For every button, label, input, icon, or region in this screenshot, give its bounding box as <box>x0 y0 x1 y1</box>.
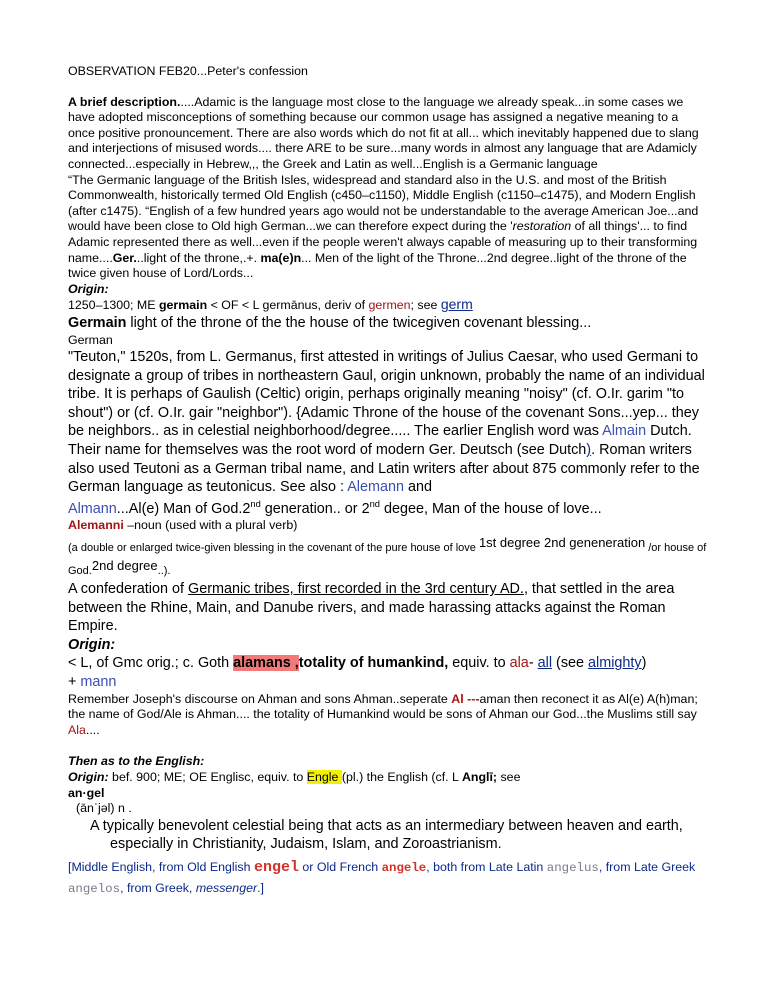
brief-description-paragraph <box>68 95 708 173</box>
angele-word: angele <box>381 860 427 875</box>
joseph-paragraph <box>68 692 708 739</box>
origin2-c: - <box>528 655 538 672</box>
origin1-germen: germen <box>368 298 411 313</box>
maen-word: ma(e)n <box>260 250 302 265</box>
brief-description-text: ....Adamic is the language most close to the language we already speak...in some cases we have adopted misconceptions of something because our common usage has assigned a negative meaning to a once positive pronouncement. There are also words which do not fit at all... which inevitably happened due to slang and interjections of misused words.... there ARE to be sure...many words in almost any language that are Adamicly connected...especially in Hebrew,,, the Greek and Latin as well...English is a Germanic language <box>68 94 699 171</box>
mann-word: mann <box>80 674 117 690</box>
origin-label-2: Origin: <box>68 636 116 653</box>
etym-f: .] <box>257 880 264 895</box>
germanic-text-d: ... Men of the light of the Throne...2nd degree..light of the throne of the twice given house of Lord/Lords... <box>68 250 687 281</box>
origin2-e: ) <box>641 655 647 672</box>
double-note-e: ..). <box>157 565 171 578</box>
nd-superscript-2: nd <box>369 499 380 510</box>
almain-word: Almain <box>602 423 647 440</box>
germanic-language-paragraph <box>68 173 708 282</box>
etym-d: , from Late Greek <box>598 859 696 874</box>
origin2-d: (see <box>552 655 589 672</box>
origin-label-1: Origin: <box>68 281 109 296</box>
alemanni-def: –noun (used with a plural verb) <box>123 518 298 533</box>
origin-line-1 <box>68 297 708 314</box>
origin3-c: see <box>497 769 521 784</box>
origin3-a: bef. 900; ME; OE Englisc, equiv. to <box>108 769 307 784</box>
germanic-tribes-link[interactable]: Germanic tribes, first recorded in the 3rd century AD. <box>188 581 524 598</box>
germanic-text-a: “The Germanic language of the British Isles, widespread and standard also in the U.S. and most of the British Commonwealth, historically termed Old English (c450–c1150), Middle English (c1150–c1475), and Modern English (after c1475). “English of a few hundred years ago would not be understandable to the average American Joe...and would have been close to Old high German...we can therefore expect during the ' <box>68 172 699 234</box>
restoration-word: restoration <box>512 219 572 234</box>
origin1-germain: germain <box>158 298 208 313</box>
alamans-highlight: alamans , <box>233 655 299 672</box>
etym-b: or Old French <box>298 859 382 874</box>
origin2-b: equiv. to <box>448 655 510 672</box>
germain-bold: Germain <box>68 314 127 331</box>
etym-c: , both from Late Latin <box>426 859 547 874</box>
almann-text-c: degee, Man of the house of love... <box>380 500 602 517</box>
alemann-word: Alemann <box>347 479 404 496</box>
alemanni-line <box>68 518 708 534</box>
joseph-a: Remember Joseph's discourse on Ahman and sons Ahman..seperate <box>68 691 452 706</box>
alemanni-word: Alemanni <box>68 518 124 533</box>
double-note-a: (a double or enlarged twice-given blessing in the covenant of the pure house of love <box>68 542 479 555</box>
engel-word: engel <box>253 858 299 876</box>
germ-link[interactable]: germ <box>440 296 473 313</box>
germain-line <box>68 314 708 333</box>
all-link[interactable]: all <box>537 655 553 672</box>
etym-e: , from Greek, <box>120 880 196 895</box>
confederation-paragraph <box>68 580 708 636</box>
angel-pronunciation: (ānˈjəl) n . <box>76 801 132 816</box>
double-blessing-note <box>68 534 708 580</box>
almann-line <box>68 500 708 519</box>
almann-text-a: ...Al(e) Man of God.2 <box>116 500 251 517</box>
etym-a: [Middle English, from Old English <box>68 859 254 874</box>
origin-line-3 <box>68 770 708 786</box>
joseph-ala-word: Ala <box>68 722 86 737</box>
brief-description-lead: A brief description. <box>68 94 181 109</box>
double-note-b: 1st degree 2nd geneneration <box>478 535 646 551</box>
ala-word: ala <box>509 655 529 672</box>
nd-superscript-1: nd <box>250 499 261 510</box>
angel-etymology <box>68 857 708 899</box>
teuton-paragraph <box>68 348 708 497</box>
origin-label-3: Origin: <box>68 769 109 784</box>
germanic-text-c: ..light of the throne,.+. <box>136 250 261 265</box>
origin2-plus: + <box>68 674 81 690</box>
messenger-word: messenger <box>195 880 258 895</box>
teuton-text-d: and <box>404 479 433 496</box>
origin1-mid: < OF < L germānus, deriv of <box>207 298 369 313</box>
totality-text: totality of humankind, <box>298 655 449 672</box>
angel-headword: an·gel <box>68 785 105 800</box>
germain-rest: light of the throne of the the house of the twicegiven covenant blessing... <box>126 314 592 331</box>
origin2-a: < L, of Gmc orig.; c. Goth <box>68 655 234 672</box>
confed-text-a: A confederation of <box>68 581 189 598</box>
teuton-text-a: "Teuton," 1520s, from L. Germanus, first attested in writings of Julius Caesar, who used Germani to designate a group of tribes in northeastern Gaul, origin unknown, probably the name of an individual tribe. It is perhaps of Gaulish (Celtic) origin, perhaps originally meaning "noisy" (cf. O.Ir. garim "to shout") or (cf. O.Ir. gair "neighbor"). {Adamic Throne of the house of the covenant Sons...yep... they be neighbors.. as in celestial neighborhood/degree..... The earlier English word was <box>68 349 705 440</box>
joseph-c: .... <box>85 722 100 737</box>
germanic-text-b: of all things'... to find Adamic represented there as well...even if the people weren't always capable of measuring up to their transforming name.... <box>68 219 698 265</box>
double-note-d: 2nd degree <box>91 558 158 574</box>
origin-line-2 <box>68 654 708 691</box>
dutch-link[interactable]: ) <box>586 442 592 459</box>
teuton-text-c: . Roman writers also used Teutoni as a German tribal name, and Latin writers after about 875 commonly refer to the German language as teutonicus. See also : <box>68 442 700 496</box>
double-note-c: /or house of God. <box>68 542 707 578</box>
section-gap <box>68 738 708 754</box>
angelus-word: angelus <box>546 860 599 875</box>
almighty-link[interactable]: almighty <box>588 655 642 672</box>
origin1-see: ; see <box>410 298 441 313</box>
angli-word: Anglī; <box>461 769 498 784</box>
ger-word: Ger. <box>112 250 137 265</box>
angel-definition: A typically benevolent celestial being that acts as an intermediary between heaven and earth, especially in Christianity, Judaism, Islam, and Zoroastrianism. <box>90 817 683 853</box>
document-page <box>68 64 708 899</box>
al-word: Al --- <box>451 691 480 706</box>
angelos-word: angelos <box>68 881 121 896</box>
german-label: German <box>68 332 113 347</box>
joseph-b: aman then reconect it as Al(e) A(h)man; the name of God/Ale is Ahman.... the totality of Humankind would be sons of Ahman our God...the Muslims still say <box>68 691 698 722</box>
origin1-pre: 1250–1300; ME <box>68 298 159 313</box>
english-heading: Then as to the English: <box>68 754 205 769</box>
origin3-b: (pl.) the English (cf. L <box>341 769 462 784</box>
document-header: OBSERVATION FEB20...Peter's confession <box>68 64 308 78</box>
almann-text-b: generation.. or 2 <box>260 500 370 517</box>
confed-text-b: , that settled in the area between the Rhine, Main, and Danube rivers, and made harassing attacks against the Roman Empire. <box>68 581 675 635</box>
almann-word: Almann <box>68 500 117 517</box>
engle-highlight: Engle <box>306 769 342 784</box>
teuton-text-b: Dutch. Their name for themselves was the root word of modern Ger. Deutsch (see Dutch <box>68 423 692 459</box>
